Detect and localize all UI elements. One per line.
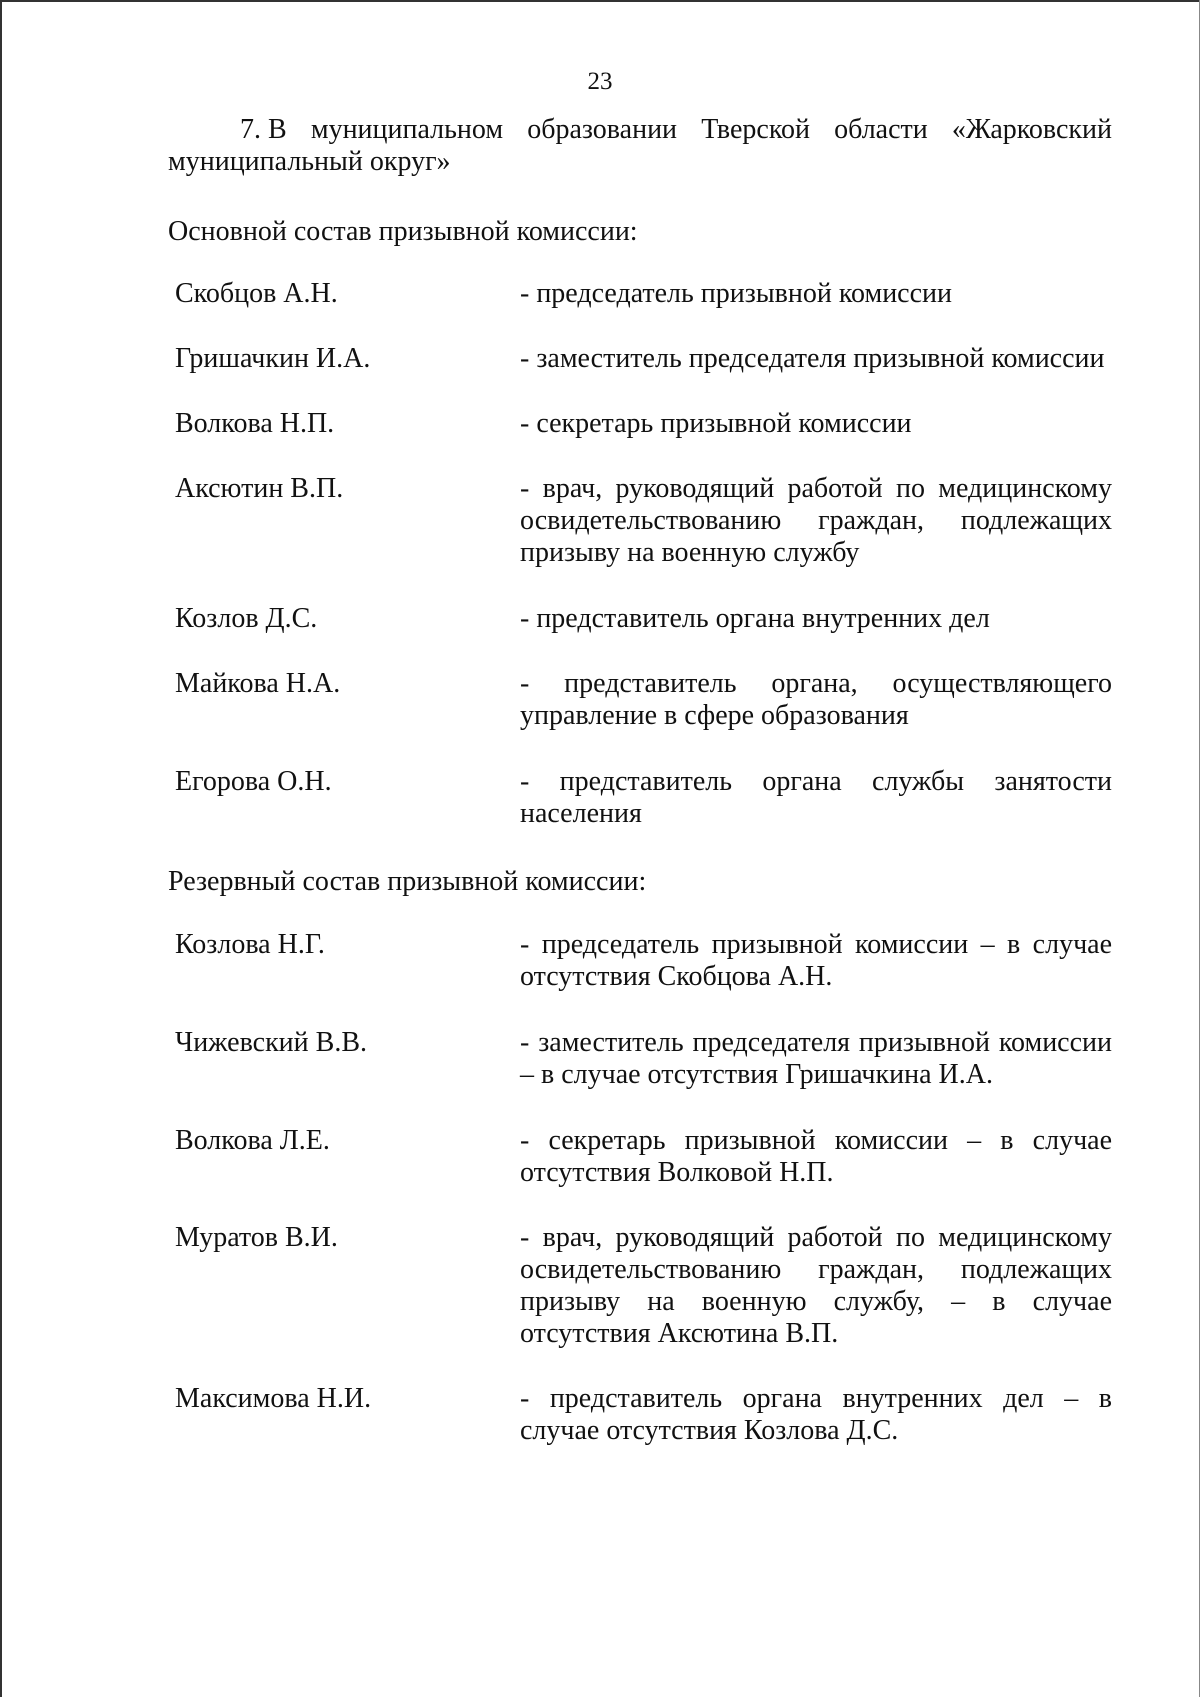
member-role: - представитель органа внутренних дел	[520, 603, 990, 634]
member-name: Чижевский В.В.	[175, 1027, 367, 1058]
member-role: - представитель органа службы занятости населения	[520, 766, 1112, 829]
member-role: - секретарь призывной комиссии	[520, 408, 912, 439]
member-role: - председатель призывной комиссии – в случае отсутствия Скобцова А.Н.	[520, 929, 1112, 992]
member-name: Гришачкин И.А.	[175, 343, 371, 374]
member-name: Аксютин В.П.	[175, 473, 344, 504]
member-name: Муратов В.И.	[175, 1222, 338, 1253]
heading-word: 7. В	[240, 114, 287, 145]
reserve-composition-title: Резервный состав призывной комиссии:	[168, 866, 647, 897]
scan-edge-top	[0, 0, 1200, 2]
heading-word: образовании	[527, 114, 678, 145]
section-heading	[168, 114, 1112, 178]
member-role: - врач, руководящий работой по медицинскому освидетельствованию граждан, подлежащих призыву на военную службу	[520, 473, 1112, 568]
member-role: - секретарь призывной комиссии – в случае отсутствия Волковой Н.П.	[520, 1125, 1112, 1188]
member-role: - заместитель председателя призывной комиссии – в случае отсутствия Гришачкина И.А.	[520, 1027, 1112, 1090]
member-name: Волкова Н.П.	[175, 408, 335, 439]
heading-word: Тверской	[701, 114, 810, 145]
scan-edge-left	[0, 0, 2, 1697]
member-role: - представитель органа, осуществляющего управление в сфере образования	[520, 668, 1112, 731]
member-name: Козлов Д.С.	[175, 603, 318, 634]
heading-word: муниципальном	[310, 114, 504, 145]
heading-line-2: муниципальный округ»	[168, 146, 451, 177]
member-name: Егорова О.Н.	[175, 766, 332, 797]
member-name: Волкова Л.Е.	[175, 1125, 330, 1156]
member-role: - представитель органа внутренних дел – в случае отсутствия Козлова Д.С.	[520, 1383, 1112, 1446]
member-name: Козлова Н.Г.	[175, 929, 325, 960]
member-role: - заместитель председателя призывной комиссии	[520, 343, 1105, 374]
member-name: Майкова Н.А.	[175, 668, 341, 699]
member-name: Скобцов А.Н.	[175, 278, 338, 309]
heading-line-1	[168, 114, 1112, 146]
heading-word: «Жарковский	[951, 114, 1112, 145]
main-composition-title: Основной состав призывной комиссии:	[168, 216, 638, 247]
member-name: Максимова Н.И.	[175, 1383, 372, 1414]
member-role: - председатель призывной комиссии	[520, 278, 953, 309]
member-role: - врач, руководящий работой по медицинскому освидетельствованию граждан, подлежащих призыву на военную службу, – в случае отсутствия Аксютина В.П.	[520, 1222, 1112, 1349]
heading-word: области	[834, 114, 928, 145]
page-number: 23	[587, 68, 613, 95]
